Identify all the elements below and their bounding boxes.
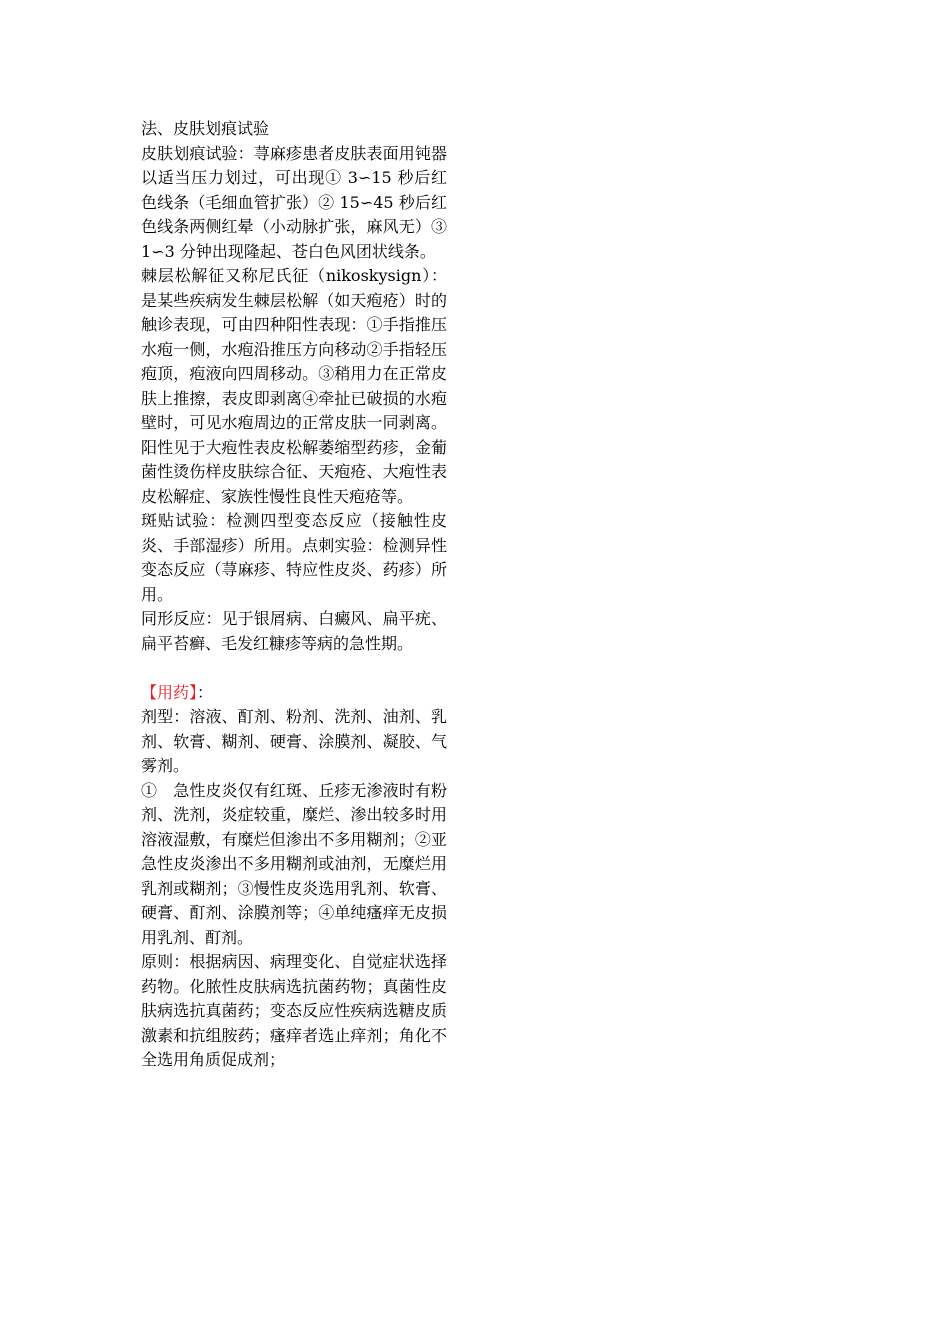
section-heading-label: 【用药】 — [141, 682, 198, 702]
paragraph-patch-test: 斑贴试验：检测四型变态反应（接触性皮炎、手部湿疹）所用。点刺实验：检测异性变态反应（荨麻疹、特应性皮炎、药疹）所用。 — [141, 511, 447, 604]
paragraph-dosage-forms: 剂型：溶液、酊剂、粉剂、洗剂、油剂、乳剂、软膏、糊剂、硬膏、涂膜剂、凝胶、气雾剂。 — [141, 707, 447, 775]
document-body — [141, 117, 447, 1073]
blank-line — [141, 656, 447, 681]
paragraph-nikolsky-sign: 棘层松解征又称尼氏征（nikoskysign）：是某些疾病发生棘层松解（如天疱疮）时的触诊表现，可由四种阳性表现：①手指推压水疱一侧，水疱沿推压方向移动②手指轻压疱顶，疱液向四周移动。③稍用力在正常皮肤上推擦，表皮即剥离④牵扯已破损的水疱壁时，可见水疱周边的正常皮肤一同剥离。阳性见于大疱性表皮松解萎缩型药疹，金葡菌性烫伤样皮肤综合征、天疱疮、大疱性表皮松解症、家族性慢性良性天疱疮等。 — [141, 266, 447, 506]
paragraph-dermatographism: 皮肤划痕试验：荨麻疹患者皮肤表面用钝器以适当压力划过，可出现① 3∽15 秒后红色线条（毛细血管扩张）② 15∽45 秒后红色线条两侧红晕（小动脉扩张，麻风无）③ 1∽3 分钟出现隆起、苍白色风团状线条。 — [141, 143, 447, 261]
paragraph-principles: 原则：根据病因、病理变化、自觉症状选择药物。化脓性皮肤病选抗菌药物；真菌性皮肤病选抗真菌药；变态反应性疾病选糖皮质激素和抗组胺药；瘙痒者选止痒剂；角化不全选用角质促成剂； — [141, 952, 447, 1069]
section-heading-medication — [141, 681, 447, 706]
section-heading-colon: ： — [197, 682, 214, 702]
paragraph-isomorphic-response: 同形反应：见于银屑病、白癜风、扁平疣、扁平苔癣、毛发红糠疹等病的急性期。 — [141, 609, 447, 653]
paragraph-intro: 法、皮肤划痕试验 — [141, 119, 270, 138]
paragraph-dosage-selection: ① 急性皮炎仅有红斑、丘疹无渗液时有粉剂、洗剂，炎症较重，糜烂、渗出较多时用溶液湿敷，有糜烂但渗出不多用糊剂；②亚急性皮炎渗出不多用糊剂或油剂，无糜烂用乳剂或糊剂；③慢性皮炎选用乳剂、软膏、硬膏、酊剂、涂膜剂等；④单纯瘙痒无皮损用乳剂、酊剂。 — [141, 780, 447, 947]
